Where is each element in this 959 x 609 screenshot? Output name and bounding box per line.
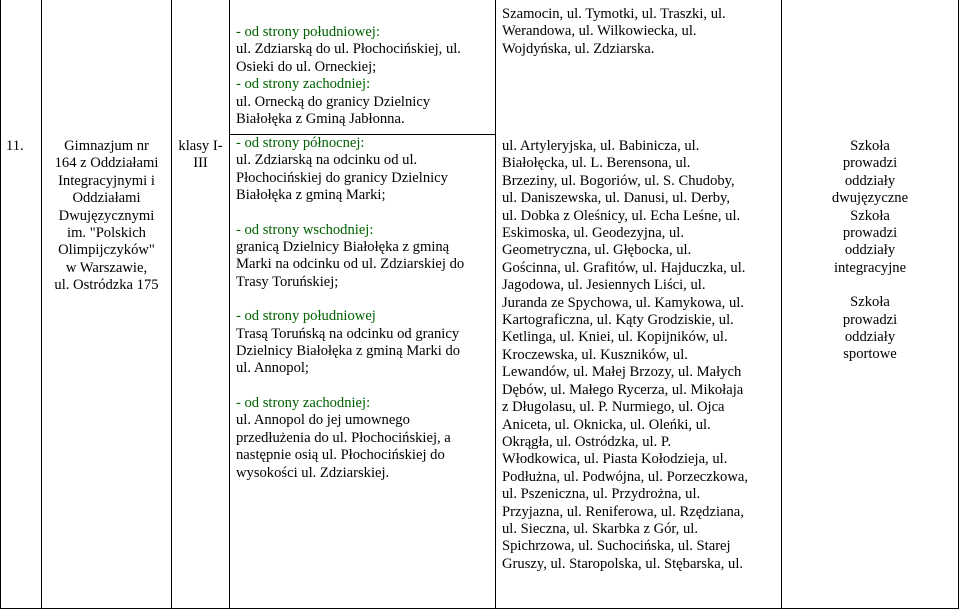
street-line: Gościnna, ul. Grafitów, ul. Hajduczka, ul. xyxy=(502,259,746,276)
streets-main xyxy=(502,138,748,573)
boundary-heading: - od strony wschodniej: xyxy=(236,221,374,238)
school-line: Dwujęzycznymi xyxy=(58,207,155,224)
street-line: Lewandów, ul. Małej Brzozy, ul. Małych xyxy=(502,364,742,381)
boundary-line: Marki na odcinku od ul. Zdziarskiej do xyxy=(236,256,465,273)
spacer xyxy=(236,291,464,308)
boundary-line: granicą Dzielnicy Białołęka z gminą xyxy=(236,239,450,256)
grid-line xyxy=(495,0,496,609)
boundary-line: wysokości ul. Zdziarskiej. xyxy=(236,464,390,481)
school-line: ul. Ostródzka 175 xyxy=(54,277,159,294)
school-line: Gimnazjum nr xyxy=(64,138,149,154)
street-line: ul. Pszeniczna, ul. Przydrożna, ul. xyxy=(502,486,701,503)
street-line: Juranda ze Spychowa, ul. Kamykowa, ul. xyxy=(502,294,744,311)
street-line: ul. Daniszewska, ul. Danusi, ul. Derby, xyxy=(502,190,731,207)
boundary-heading: - od strony południowej: xyxy=(236,24,380,40)
boundary-line: ul. Zdziarską na odcinku od ul. xyxy=(236,152,418,169)
street-line: Okrągła, ul. Ostródzka, ul. P. xyxy=(502,433,672,450)
street-line: Ketlinga, ul. Kniei, ul. Kopijników, ul. xyxy=(502,329,728,346)
branch-line: oddziały xyxy=(844,172,896,189)
spacer xyxy=(236,378,464,395)
school-line: Oddziałami xyxy=(72,190,141,207)
street-line: Aniceta, ul. Oknicka, ul. Oleńki, ul. xyxy=(502,416,711,433)
school-line: 164 z Oddziałami xyxy=(54,155,159,172)
street-line: ul. Artyleryjska, ul. Babinicza, ul. xyxy=(502,138,700,154)
street-line: Brzeziny, ul. Bogoriów, ul. S. Chudoby, xyxy=(502,172,735,189)
boundary-line: Płochocińskiej do granicy Dzielnicy xyxy=(236,169,448,186)
spacer xyxy=(782,277,958,294)
branch-line: prowadzi xyxy=(842,155,898,172)
streets-top xyxy=(502,6,726,58)
boundaries-main xyxy=(236,135,464,482)
spacer xyxy=(236,205,464,222)
street-line: Kartograficzna, ul. Kąty Grodziskie, ul. xyxy=(502,312,734,329)
school-line: Olimpijczyków" xyxy=(58,242,155,259)
boundary-line: przedłużenia do ul. Płochocińskiej, a xyxy=(236,429,451,446)
street-line: Podłużna, ul. Podwójna, ul. Porzeczkowa, xyxy=(502,468,749,485)
branch-line: prowadzi xyxy=(842,225,898,242)
boundaries-top xyxy=(236,24,461,128)
row-number: 11. xyxy=(6,138,24,154)
boundary-line: Białołęka z Gminą Jabłonna. xyxy=(236,111,405,128)
grid-line xyxy=(0,0,1,609)
street-line: ul. Dobka z Oleśnicy, ul. Echa Leśne, ul. xyxy=(502,207,741,224)
school-line: w Warszawie, xyxy=(65,259,148,276)
street-line: Geometryczna, ul. Głębocka, ul. xyxy=(502,242,692,259)
grades xyxy=(172,138,229,173)
boundary-line: ul. Annopol do jej umownego xyxy=(236,412,410,429)
street-line: Białołęcka, ul. L. Berensona, ul. xyxy=(502,155,691,172)
boundary-line: ul. Annopol; xyxy=(236,360,309,377)
branch-line: Szkoła xyxy=(850,294,890,311)
street-line: Jagodowa, ul. Jesiennych Liści, ul. xyxy=(502,277,706,294)
boundary-line: Trasy Toruńskiej; xyxy=(236,273,339,290)
boundary-heading: - od strony północnej: xyxy=(236,135,365,151)
boundary-heading: - od strony zachodniej: xyxy=(236,76,371,93)
boundary-heading: - od strony południowej xyxy=(236,308,376,325)
branch-line: Szkoła xyxy=(850,207,890,224)
street-line: Szamocin, ul. Tymotki, ul. Traszki, ul. xyxy=(502,6,726,22)
branch-line: dwujęzyczne xyxy=(831,190,909,207)
boundary-line: Trasą Toruńską na odcinku od granicy xyxy=(236,325,460,342)
grid-line xyxy=(229,0,230,609)
branch-line: prowadzi xyxy=(842,311,898,328)
street-line: Wojdyńska, ul. Zdziarska. xyxy=(502,40,655,57)
branch-types xyxy=(782,138,958,364)
school-line: Integracyjnymi i xyxy=(58,172,155,189)
street-line: Dębów, ul. Małego Rycerza, ul. Mikołaja xyxy=(502,381,744,398)
boundary-line: Dzielnicy Białołęka z gminą Marki do xyxy=(236,343,461,360)
street-line: Eskimoska, ul. Geodezyjna, ul. xyxy=(502,225,684,242)
boundary-line: Osieki do ul. Orneckiej; xyxy=(236,58,377,75)
street-line: Spichrzowa, ul. Suchocińska, ul. Starej xyxy=(502,538,731,555)
school-line: im. "Polskich xyxy=(67,225,146,242)
street-line: Przyjazna, ul. Reniferowa, ul. Rzędziana, xyxy=(502,503,744,520)
branch-line: sportowe xyxy=(843,346,897,363)
grades-line: III xyxy=(193,155,208,172)
street-line: Kroczewska, ul. Kuszników, ul. xyxy=(502,346,688,363)
street-line: ul. Sieczna, ul. Skarbka z Gór, ul. xyxy=(502,520,698,537)
boundary-line: ul. Ornecką do granicy Dzielnicy xyxy=(236,93,431,110)
street-line: Werandowa, ul. Wilkowiecka, ul. xyxy=(502,23,697,40)
boundary-line: Białołęka z gminą Marki; xyxy=(236,187,386,204)
boundary-heading: - od strony zachodniej: xyxy=(236,394,371,411)
street-line: z Długolasu, ul. P. Nurmiego, ul. Ojca xyxy=(502,399,725,416)
branch-line: oddziały xyxy=(844,329,896,346)
street-line: Gruszy, ul. Staropolska, ul. Stębarska, ul. xyxy=(502,555,744,572)
grid-line xyxy=(41,0,42,609)
grid-line xyxy=(171,0,172,609)
boundary-line: następnie osią ul. Płochocińskiej do xyxy=(236,447,445,464)
branch-line: integracyjne xyxy=(833,259,907,276)
street-line: Włodkowica, ul. Piasta Kołodzieja, ul. xyxy=(502,451,728,468)
grades-line: klasy I- xyxy=(178,138,223,154)
branch-line: Szkoła xyxy=(850,138,890,154)
school-name xyxy=(42,138,171,295)
branch-line: oddziały xyxy=(844,242,896,259)
boundary-line: ul. Zdziarską do ul. Płochocińskiej, ul. xyxy=(236,41,461,58)
